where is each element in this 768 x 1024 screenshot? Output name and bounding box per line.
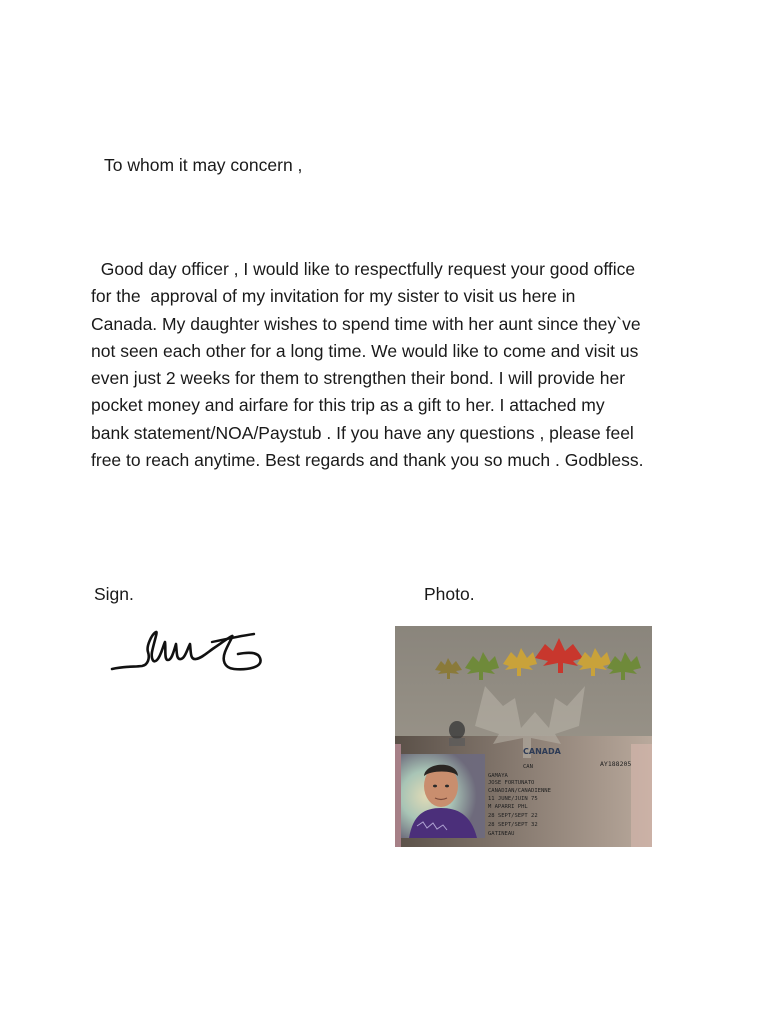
- passport-number: AY188205: [600, 760, 632, 768]
- signature: [108, 622, 268, 678]
- body-line: free to reach anytime. Best regards and thank you so much . Godbless.: [91, 450, 644, 471]
- body-line: even just 2 weeks for them to strengthen their bond. I will provide her: [91, 368, 626, 389]
- body-line: bank statement/NOA/Paystub . If you have any questions , please feel: [91, 422, 634, 443]
- passport-surname: GAMAYA: [488, 773, 508, 779]
- passport-expiry-date: 28 SEPT/SEPT 32: [488, 822, 538, 828]
- photo-label: Photo.: [424, 584, 475, 604]
- sign-label: Sign.: [94, 584, 134, 604]
- passport-code: CAN: [523, 764, 533, 770]
- salutation: To whom it may concern ,: [104, 155, 303, 175]
- body-line: for the approval of my invitation for my sister to visit us here in: [91, 286, 576, 307]
- passport-issue-date: 28 SEPT/SEPT 22: [488, 813, 538, 819]
- passport-given-names: JOSE FORTUNATO: [488, 780, 535, 786]
- passport-authority: GATINEAU: [488, 831, 515, 837]
- body-line: pocket money and airfare for this trip as a gift to her. I attached my: [91, 395, 605, 416]
- body-line: Good day officer , I would like to respectfully request your good office: [91, 259, 636, 279]
- passport-sex-birthplace: M APARRI PHL: [488, 804, 528, 810]
- letter-body: [91, 256, 681, 474]
- passport-photo: [395, 626, 652, 847]
- passport-nationality: CANADIAN/CANADIENNE: [488, 788, 551, 794]
- body-line: Canada. My daughter wishes to spend time with her aunt since they`ve: [91, 313, 641, 334]
- body-line: not seen each other for a long time. We would like to come and visit us: [91, 340, 639, 361]
- passport-birth-date: 11 JUNE/JUIN 75: [488, 796, 538, 802]
- passport-country: CANADA: [523, 747, 561, 756]
